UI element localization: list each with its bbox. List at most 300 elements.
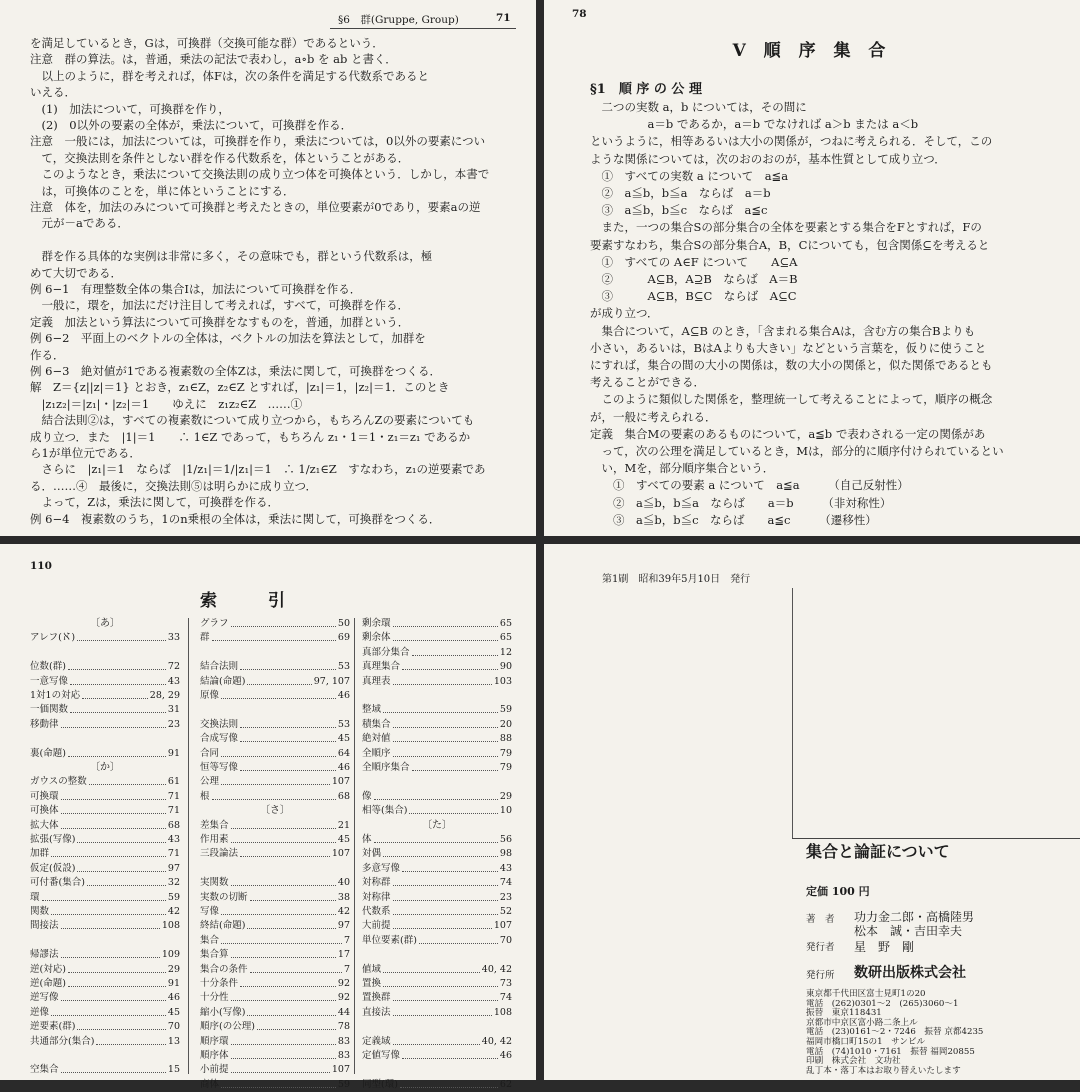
frame-line <box>792 838 1080 839</box>
text-line: 定義 集合Mの要素のあるものについて，a≦b で表わされる一定の関係があ <box>590 426 986 441</box>
running-header: §6 群(Gruppe, Group) <box>338 14 459 26</box>
index-page: 108 <box>161 920 180 932</box>
index-entry <box>200 674 350 689</box>
address-line: 福岡市橋口町15の1 サンビル <box>806 1037 926 1047</box>
text-line: い，Mを，部分順序集合という． <box>590 461 775 476</box>
leader-dots <box>231 818 336 829</box>
leader-dots <box>247 918 335 929</box>
leader-dots <box>231 947 336 958</box>
page-110-index-panel <box>0 544 536 1090</box>
address-line: 電話 (262)0301～2 (265)3060～1 <box>806 998 959 1009</box>
leader-dots <box>383 702 498 713</box>
index-term: 一意写像 <box>30 675 69 687</box>
index-page: 62 <box>499 1078 512 1090</box>
leader-dots <box>231 832 336 843</box>
leader-dots <box>231 1034 336 1045</box>
index-entry <box>200 1019 350 1034</box>
index-entry <box>200 904 350 919</box>
text-line: って，次の公理を満足しているとき，Mは，部分的に順序付けられているとい <box>590 444 1004 458</box>
index-term: 十分性 <box>200 992 229 1004</box>
index-entry <box>200 947 350 962</box>
index-page: 46 <box>337 762 350 773</box>
index-page: 98 <box>499 848 512 860</box>
index-term: 値域 <box>362 963 382 975</box>
leader-dots <box>61 803 166 814</box>
index-entry <box>200 659 350 674</box>
book-title: 集合と論証について <box>806 842 950 861</box>
leader-dots <box>231 1062 330 1073</box>
text-line: ③ a≦b，b≦c ならば a≦c （遷移性） <box>590 512 877 527</box>
leader-dots <box>240 659 336 670</box>
index-page: 79 <box>499 762 512 773</box>
leader-dots <box>77 832 165 843</box>
index-term: 同型(環) <box>362 1078 398 1090</box>
index-term: 直接法 <box>362 1006 391 1018</box>
index-page: 78 <box>337 1021 350 1033</box>
index-page: 28, 29 <box>149 690 180 701</box>
index-entry <box>362 659 512 674</box>
index-page: 12 <box>499 646 512 658</box>
index-term: 拡張(写像) <box>30 834 76 845</box>
text-line: ③ a≦b，b≦c ならば a≦c <box>590 203 768 218</box>
leader-dots <box>212 630 336 641</box>
leader-dots <box>247 674 311 685</box>
address-line: 電話 (23)0161～2・7246 振替 京都4235 <box>806 1027 984 1038</box>
index-page: 33 <box>167 632 180 644</box>
index-entry <box>200 774 350 789</box>
leader-dots <box>77 630 166 641</box>
index-entry <box>30 818 180 833</box>
index-entry <box>30 875 180 890</box>
leader-dots <box>383 846 498 857</box>
index-term: 仮定(仮設) <box>30 862 76 874</box>
text-line: を満足しているとき，Gは，可換群（交換可能な群）であるという． <box>30 36 384 50</box>
index-entry <box>362 846 512 861</box>
leader-dots <box>231 616 336 627</box>
text-line: 一般に，環を，加法にだけ注目して考えれば，すべて，可換群を作る． <box>30 298 410 313</box>
leader-dots <box>393 1005 492 1016</box>
index-entry <box>30 846 180 861</box>
index-entry <box>200 990 350 1005</box>
leader-dots <box>400 1077 498 1088</box>
index-page: 42 <box>337 906 350 917</box>
index-page: 31 <box>167 704 180 716</box>
index-page: 21 <box>337 819 350 831</box>
text-line: ② A⊆B，A⊇B ならば A＝B <box>590 272 798 286</box>
index-entry <box>30 702 180 717</box>
index-term: アレフ(ℵ) <box>30 632 76 644</box>
index-term: 写像 <box>200 906 220 917</box>
text-line: ① すべての実数 a について a≦a <box>590 168 789 183</box>
index-term: 可換環 <box>30 790 59 802</box>
index-entry <box>200 630 350 645</box>
index-term: 積集合 <box>362 718 391 730</box>
index-page: 70 <box>499 934 512 946</box>
index-page: 52 <box>499 906 512 917</box>
index-entry <box>30 789 180 804</box>
index-page: 53 <box>337 718 350 730</box>
address-line: 振替 東京118431 <box>806 1008 882 1019</box>
index-page: 7 <box>343 963 350 975</box>
text-line: 例 6−1 有理整数全体の集合Iは，加法について可換群を作る． <box>30 282 362 296</box>
header-rule <box>330 28 516 29</box>
index-page: 29 <box>167 963 180 975</box>
text-line: また，一つの集合Sの部分集合の全体を要素とする集合をFとすれば，Fの <box>590 220 982 235</box>
text-line: が成り立つ． <box>590 306 659 321</box>
index-page: 97, 107 <box>313 675 350 687</box>
index-entry <box>30 1034 180 1049</box>
index-entry <box>362 933 512 948</box>
text-line: 成り立つ．また |1|＝1 ∴ 1∈Z であって，もちろん z₁・1＝1・z₁＝z₁ であるか <box>30 429 471 444</box>
index-entry <box>362 717 512 732</box>
index-entry <box>200 976 350 991</box>
index-entry <box>200 731 350 746</box>
index-heading: 〔さ〕 <box>260 805 290 817</box>
leader-dots <box>61 990 166 1001</box>
index-entry <box>362 832 512 847</box>
edition-line: 第1刷 昭和39年5月10日 発行 <box>602 574 751 585</box>
index-entry <box>30 803 180 818</box>
index-page: 42 <box>167 906 180 917</box>
leader-dots <box>402 1048 498 1059</box>
leader-dots <box>70 674 166 685</box>
index-entry <box>362 918 512 933</box>
index-page: 79 <box>499 747 512 759</box>
index-term: 結論(命題) <box>200 675 246 687</box>
index-entry <box>200 933 350 948</box>
leader-dots <box>68 962 166 973</box>
leader-dots <box>393 717 498 728</box>
index-page: 59 <box>167 891 180 903</box>
leader-dots <box>383 976 498 987</box>
index-term: 対偶 <box>362 848 382 860</box>
text-line: 小さい，あるいは，BはAよりも大きい」などという言葉を，仮りに使うこと <box>590 340 987 355</box>
index-page: 40, 42 <box>481 963 512 975</box>
index-entry <box>362 746 512 761</box>
index-page: 91 <box>167 978 180 989</box>
index-page: 92 <box>337 978 350 989</box>
index-term: 剰余体 <box>362 632 391 644</box>
index-page: 40, 42 <box>481 1035 512 1047</box>
leader-dots <box>250 890 336 901</box>
leader-dots <box>61 918 160 929</box>
index-page: 53 <box>337 661 350 673</box>
leader-dots <box>393 990 498 1001</box>
index-heading: 〔か〕 <box>90 762 120 773</box>
index-entry <box>362 702 512 717</box>
index-term: 実数の切断 <box>200 891 248 903</box>
leader-dots <box>393 875 498 886</box>
index-page: 74 <box>499 992 512 1004</box>
index-entry <box>30 962 180 977</box>
page-71-panel <box>0 0 536 536</box>
index-entry <box>362 674 512 689</box>
leader-dots <box>383 962 480 973</box>
text-line: (1) 加法について，可換群を作り， <box>30 101 230 116</box>
index-page: 90 <box>499 661 512 673</box>
index-term: 逆要素(群) <box>30 1021 76 1033</box>
index-entry <box>362 1005 512 1020</box>
index-term: 原像 <box>200 690 220 701</box>
text-line: 例 6−2 平面上のベクトルの全体は，ベクトルの加法を算法として，加群を <box>30 331 426 346</box>
index-entry <box>200 616 350 631</box>
leader-dots <box>240 760 336 771</box>
index-page: 92 <box>337 992 350 1004</box>
index-entry <box>362 731 512 746</box>
text-line: ら1が単位元である． <box>30 446 141 460</box>
text-line: ③ A⊆B，B⊆C ならば A⊆C <box>590 289 797 304</box>
leader-dots <box>51 904 166 915</box>
text-line: ② a≦b，b≦a ならば a＝b <box>590 186 771 200</box>
publisher-person-label: 発行者 <box>806 942 835 953</box>
index-entry <box>362 875 512 890</box>
index-term: 体 <box>362 834 372 845</box>
index-page: 70 <box>167 1021 180 1033</box>
index-term: 逆(命題) <box>30 978 66 989</box>
index-term: 帰謬法 <box>30 949 59 961</box>
text-line: にすれば，集合の間の大小の関係は，数の大小の関係と，似た関係であるとも <box>590 358 993 372</box>
index-term: 十分条件 <box>200 978 239 989</box>
index-term: 合成写像 <box>200 733 239 745</box>
index-entry <box>200 1034 350 1049</box>
address-line: 印刷 株式会社 文功社 <box>806 1056 901 1067</box>
index-term: 置換群 <box>362 992 391 1004</box>
index-page: 103 <box>493 675 512 687</box>
index-term: グラフ <box>200 618 229 629</box>
index-page: 71 <box>167 805 180 817</box>
index-term: 可換体 <box>30 805 59 817</box>
leader-dots <box>68 659 166 670</box>
index-heading: 〔た〕 <box>422 819 452 831</box>
text-line: このように類似した関係を，整理統一して考えることによって，順序の概念 <box>590 392 993 407</box>
text-line: 考えることができる． <box>590 375 705 390</box>
index-page: 45 <box>337 834 350 845</box>
leader-dots <box>221 688 336 699</box>
index-term: 全順序集合 <box>362 762 410 773</box>
text-line: 集合について，A⊆B のとき，「含まれる集合Aは，含む方の集合Bよりも <box>590 323 976 338</box>
index-term: 結合法則 <box>200 661 239 673</box>
index-term: ガウスの整数 <box>30 776 87 788</box>
index-term: 共通部分(集合) <box>30 1035 95 1047</box>
leader-dots <box>51 1005 166 1016</box>
index-page: 91 <box>167 747 180 759</box>
index-term: 順序環 <box>200 1035 229 1047</box>
index-term: 裏(命題) <box>30 747 66 759</box>
address-line: 京都市中京区富小路二条上ル <box>806 1017 918 1028</box>
address-line: 乱丁本・落丁本はお取り替えいたします <box>806 1065 961 1076</box>
text-line: よって，Zは，乗法に関して，可換群を作る． <box>30 495 280 510</box>
index-term: 剰余環 <box>362 618 391 629</box>
text-line: ① すべての要素 a について a≦a （自己反射性） <box>590 478 909 493</box>
index-page: 29 <box>499 790 512 802</box>
index-page: 65 <box>499 632 512 644</box>
index-entry <box>200 846 350 861</box>
index-term: 対称律 <box>362 891 391 903</box>
index-page: 17 <box>337 949 350 961</box>
leader-dots <box>96 1034 165 1045</box>
leader-dots <box>61 818 166 829</box>
index-entry <box>200 1005 350 1020</box>
text-line: て，交換法則を条件としない群を作る代数系を，体ということがある． <box>30 150 410 165</box>
index-term: 真部分集合 <box>362 646 410 658</box>
leader-dots <box>393 616 498 627</box>
price: 定価 100 円 <box>806 885 870 898</box>
index-page: 83 <box>337 1050 350 1061</box>
leader-dots <box>412 645 498 656</box>
index-page: 59 <box>499 704 512 716</box>
index-entry <box>30 976 180 991</box>
index-term: 移動律 <box>30 718 59 730</box>
leader-dots <box>221 904 336 915</box>
text-line: 例 6−3 絶対値が1である複素数の全体Zは，乗法に関して，可換群をつくる． <box>30 364 441 378</box>
index-page: 68 <box>337 790 350 802</box>
index-entry <box>30 688 180 703</box>
index-entry <box>30 746 180 761</box>
index-page: 45 <box>167 1006 180 1018</box>
leader-dots <box>221 774 330 785</box>
publisher-name: 数研出版株式会社 <box>854 965 966 981</box>
colophon-panel <box>544 544 1080 1080</box>
text-line: 群を作る具体的な実例は非常に多く，その意味でも，群という代数系は，極 <box>30 249 433 264</box>
index-entry <box>30 947 180 962</box>
index-page: 45 <box>337 733 350 745</box>
index-entry <box>362 861 512 876</box>
leader-dots <box>231 1048 336 1059</box>
leader-dots <box>82 688 148 699</box>
index-page: 97 <box>167 862 180 874</box>
leader-dots <box>393 918 492 929</box>
chapter-title: Ⅴ 順 序 集 合 <box>732 41 892 61</box>
index-term: 根 <box>200 790 210 802</box>
index-page: 7 <box>343 934 350 946</box>
index-term: 絶対値 <box>362 733 391 745</box>
index-page: 43 <box>167 675 180 687</box>
index-term: 環 <box>30 891 40 903</box>
index-term: 三段論法 <box>200 848 239 860</box>
leader-dots <box>419 933 498 944</box>
index-term: 全順序 <box>362 747 391 759</box>
index-entry <box>30 1005 180 1020</box>
leader-dots <box>68 976 166 987</box>
index-term: 順序体 <box>200 1050 229 1061</box>
text-line: が，一般に考えられる． <box>590 409 717 424</box>
leader-dots <box>87 875 166 886</box>
index-page: 23 <box>499 891 512 903</box>
index-heading: 〔あ〕 <box>90 618 120 629</box>
index-entry <box>362 645 512 660</box>
leader-dots <box>374 789 498 800</box>
leader-dots <box>393 674 492 685</box>
index-term: 関数 <box>30 906 50 917</box>
text-line: さらに |z₁|＝1 ならば |1/z₁|＝1/|z₁|＝1 ∴ 1/z₁∈Z すなわち，z₁の逆要素であ <box>30 462 486 477</box>
index-page: 13 <box>167 1035 180 1047</box>
index-page: 15 <box>167 1064 180 1076</box>
index-entry <box>200 717 350 732</box>
page-number: 78 <box>572 8 587 20</box>
leader-dots <box>221 933 342 944</box>
index-entry <box>362 789 512 804</box>
leader-dots <box>231 990 336 1001</box>
leader-dots <box>374 832 498 843</box>
text-line: ような関係については，次のおのおのが，基本性質として成り立つ． <box>590 151 946 166</box>
index-term: 一価関数 <box>30 704 69 716</box>
leader-dots <box>250 962 342 973</box>
index-term: 真理集合 <box>362 661 401 673</box>
index-term: 真理表 <box>362 675 391 687</box>
index-entry <box>362 1034 512 1049</box>
frame-line <box>792 588 793 838</box>
index-entry <box>30 659 180 674</box>
index-page: 43 <box>499 862 512 874</box>
index-page: 64 <box>337 747 350 759</box>
index-page: 32 <box>167 877 180 889</box>
index-entry <box>200 746 350 761</box>
address-line: 電話 (74)1010・7161 振替 福岡20855 <box>806 1046 975 1057</box>
index-page: 73 <box>499 978 512 989</box>
index-term: 商体 <box>200 1078 220 1090</box>
index-page: 71 <box>167 790 180 802</box>
index-term: 対称群 <box>362 877 391 889</box>
text-line: a＝b であるか，a＝b でなければ a＞b または a＜b <box>590 117 919 132</box>
index-entry <box>30 990 180 1005</box>
leader-dots <box>240 846 330 857</box>
index-term: 逆(対応) <box>30 963 66 975</box>
index-term: 逆像 <box>30 1006 50 1018</box>
text-line: めて大切である． <box>30 265 122 280</box>
text-line: というように，相等あるいは大小の関係が，つねに考えられる．そして，この <box>590 134 993 149</box>
text-line: 二つの実数 a，b については，その間に <box>590 100 807 114</box>
index-term: 逆写像 <box>30 992 59 1004</box>
text-line: 例 6−4 複素数のうち，1のn乗根の全体は，乗法に関して，可換群をつくる． <box>30 511 441 526</box>
index-term: 加群 <box>30 848 50 860</box>
index-entry <box>362 1077 512 1092</box>
leader-dots <box>240 717 336 728</box>
index-entry <box>362 890 512 905</box>
authors-line-1: 功力金二郎・高橋陸男 <box>854 910 975 924</box>
text-line: 注意 一般には，加法については，可換群を作り，乗法については，0以外の要素につい <box>30 134 486 149</box>
index-page: 71 <box>167 848 180 860</box>
leader-dots <box>393 630 498 641</box>
index-term: 空集合 <box>30 1064 59 1076</box>
index-page: 97 <box>337 920 350 932</box>
section-title: §1 順 序 の 公 理 <box>590 82 702 97</box>
address-line: 東京都千代田区富士見町1の20 <box>806 989 926 999</box>
index-page: 69 <box>337 632 350 644</box>
index-term: 像 <box>362 790 372 802</box>
index-entry <box>200 962 350 977</box>
index-term: 順序(の公理) <box>200 1021 255 1033</box>
text-line: る．……④ 最後に，交換法則⑤は明らかに成り立つ． <box>30 478 318 493</box>
index-entry <box>362 630 512 645</box>
leader-dots <box>77 861 165 872</box>
index-term: 作用素 <box>200 834 229 845</box>
index-term: 可付番(集合) <box>30 877 85 889</box>
index-term: 縮小(写像) <box>200 1006 246 1018</box>
index-page: 46 <box>167 992 180 1004</box>
leader-dots <box>393 1034 480 1045</box>
index-entry <box>200 1077 350 1092</box>
leader-dots <box>409 803 497 814</box>
index-term: 位数(群) <box>30 661 66 673</box>
index-term: 集合算 <box>200 949 229 961</box>
index-entry <box>362 976 512 991</box>
publisher-label: 発行所 <box>806 970 835 981</box>
index-entry <box>362 904 512 919</box>
index-page: 72 <box>167 661 180 673</box>
leader-dots <box>240 731 336 742</box>
index-page: 50 <box>337 618 350 629</box>
text-line: いえる． <box>30 85 76 100</box>
